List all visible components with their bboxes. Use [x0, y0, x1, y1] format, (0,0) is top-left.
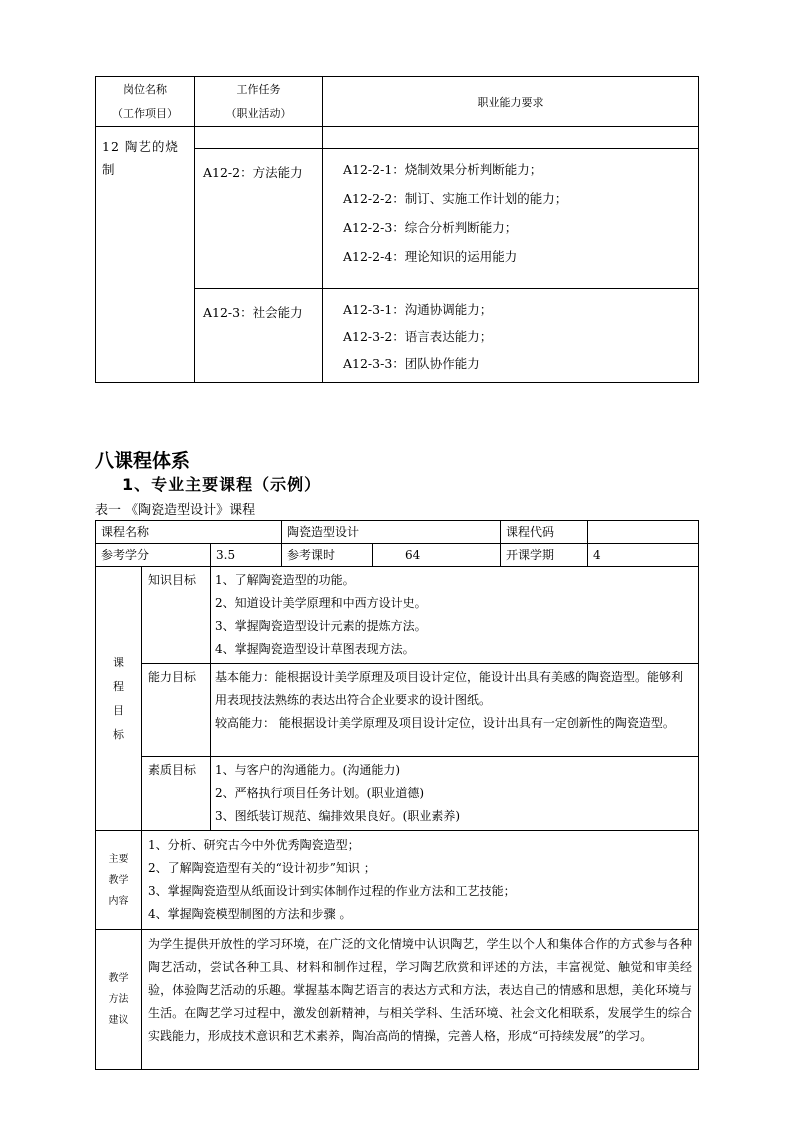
quality-goal-label: 素质目标 [142, 757, 211, 831]
header-post [96, 77, 195, 127]
requirements-list [323, 149, 699, 289]
requirement-item: A12-3-2：语言表达能力； [343, 329, 493, 344]
goals-char: 目 [113, 703, 124, 717]
credit-label: 参考学分 [96, 544, 211, 567]
sub-heading: 1、专业主要课程（示例） [122, 475, 322, 494]
post-name-line1: 12 陶艺的烧 [102, 139, 179, 154]
section-heading: 八课程体系 [95, 450, 191, 472]
course-name-label: 课程名称 [96, 521, 282, 544]
knowledge-goal-list [211, 567, 699, 664]
table-caption: 表一 《陶瓷造型设计》课程 [95, 503, 256, 518]
requirement-item: A12-2-2：制订、实施工作计划的能力； [343, 191, 568, 206]
course-code-value [588, 521, 699, 544]
quality-goal-list [211, 757, 699, 831]
teaching-method-label [96, 930, 142, 1070]
goals-char: 课 [113, 655, 124, 669]
requirement-item: A12-3-1：沟通协调能力； [343, 302, 493, 317]
empty-req-cell [323, 127, 699, 149]
method-label-line: 教学 [108, 973, 129, 984]
credit-value: 3.5 [211, 544, 282, 567]
teaching-content-label [96, 831, 142, 930]
task-name: A12-2：方法能力 [195, 149, 323, 289]
goals-char: 标 [113, 727, 124, 741]
header-requirements: 职业能力要求 [323, 77, 699, 127]
teaching-method-text: 为学生提供开放性的学习环境，在广泛的文化情境中认识陶艺，学生以个人和集体合作的方式参与各种陶艺活动，尝试各种工具、材料和制作过程，学习陶艺欣赏和评述的方法，丰富视觉、触觉和审美经验，体验陶艺活动的乐趣。掌握基本陶艺语言的表达方式和方法，表达自己的情感和思想，美化环境与生活。在陶艺学习过程中，激发创新精神，与相关学科、生活环境、社会文化相联系，发展学生的综合实践能力，形成技术意识和艺术素养，陶冶高尚的情操，完善人格，形成“可持续发展”的学习。 [142, 930, 699, 1070]
course-table [95, 520, 699, 1070]
content-item: 2、了解陶瓷造型有关的“设计初步”知识 ； [148, 861, 376, 875]
ability-goal-text [211, 664, 699, 757]
quality-item: 3、图纸装订规范、编排效果良好。(职业素养) [215, 809, 460, 823]
knowledge-item: 1、了解陶瓷造型的功能。 [215, 573, 355, 587]
post-name-line2: 制 [102, 162, 116, 177]
content-item: 3、掌握陶瓷造型从纸面设计到实体制作过程的作业方法和工艺技能； [148, 884, 516, 898]
requirement-item: A12-3-3：团队协作能力 [343, 356, 480, 371]
knowledge-goal-label: 知识目标 [142, 567, 211, 664]
requirements-list [323, 289, 699, 383]
competency-table [95, 76, 699, 383]
header-task [195, 77, 323, 127]
empty-task-cell [195, 127, 323, 149]
requirement-item: A12-2-1：烧制效果分析判断能力； [343, 162, 543, 177]
course-code-label: 课程代码 [501, 521, 588, 544]
quality-item: 1、与客户的沟通能力。(沟通能力) [215, 763, 400, 777]
knowledge-item: 3、掌握陶瓷造型设计元素的提炼方法。 [215, 619, 427, 633]
goals-char: 程 [113, 679, 124, 693]
content-label-line: 教学 [108, 874, 129, 886]
method-label-line: 方法 [108, 994, 129, 1005]
content-label-line: 主要 [108, 853, 129, 865]
knowledge-item: 2、知道设计美学原理和中西方设计史。 [215, 596, 427, 610]
header-post-line2: （工作项目） [112, 106, 178, 120]
teaching-content-list [142, 831, 699, 930]
requirement-item: A12-2-4：理论知识的运用能力 [343, 249, 518, 264]
method-label-line: 建议 [108, 1015, 129, 1026]
course-goals-label [96, 567, 142, 831]
content-label-line: 内容 [108, 895, 129, 907]
ability-advanced: 较高能力： 能根据设计美学原理及项目设计定位，设计出具有一定创新性的陶瓷造型。 [215, 716, 675, 730]
requirement-item: A12-2-3：综合分析判断能力； [343, 220, 518, 235]
hours-label: 参考课时 [282, 544, 373, 567]
header-task-line1: 工作任务 [236, 82, 281, 96]
ability-basic: 基本能力：能根据设计美学原理及项目设计定位，能设计出具有美感的陶瓷造型。能够利用表现技法熟练的表达出符合企业要求的设计图纸。 [215, 670, 684, 707]
course-name-value: 陶瓷造型设计 [282, 521, 501, 544]
task-name: A12-3：社会能力 [195, 289, 323, 383]
content-item: 1、分析、研究古今中外优秀陶瓷造型； [148, 838, 360, 852]
knowledge-item: 4、掌握陶瓷造型设计草图表现方法。 [215, 642, 415, 656]
quality-item: 2、严格执行项目任务计划。(职业道德) [215, 786, 424, 800]
header-post-line1: 岗位名称 [123, 82, 167, 96]
content-item: 4、掌握陶瓷模型制图的方法和步骤 。 [148, 907, 352, 921]
header-task-line2: （职业活动） [225, 106, 292, 120]
semester-value: 4 [588, 544, 699, 567]
post-name-cell [96, 127, 195, 383]
ability-goal-label: 能力目标 [142, 664, 211, 757]
semester-label: 开课学期 [501, 544, 588, 567]
hours-value: 64 [373, 544, 501, 567]
